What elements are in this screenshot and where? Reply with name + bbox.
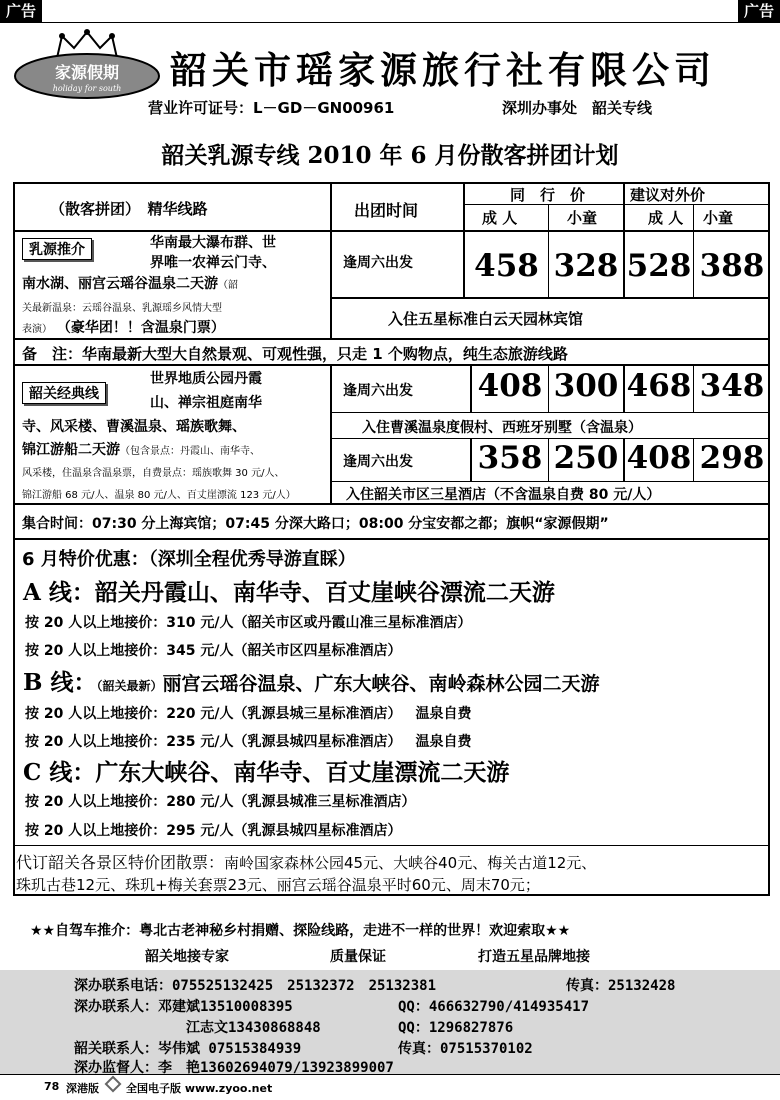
header-suggest-child: 小童 — [703, 209, 734, 227]
gather-times: 集合时间：07:30 分上海宾馆；07:45 分深大路口；08:00 分宝安都之都；旗帜“家源假期” — [22, 516, 609, 532]
route2b-peer-adult-price: 358 — [477, 440, 543, 476]
route1-small2: 关最新温泉：云瑶谷温泉、乳源瑶乡风情大型 — [22, 303, 222, 314]
route2-small1: （包含景点：丹霞山、南华寺、 — [120, 446, 260, 457]
route2-line4-main: 锦江游船二天游 — [22, 442, 120, 458]
person1-line — [74, 996, 293, 1016]
rule — [13, 338, 770, 340]
line-a-rate1: 按 20 人以上地接价：310 元/人（韶关市区或丹霞山准三星标准酒店） — [25, 615, 472, 631]
supervisor: 李 艳13602694079/13923899007 — [158, 1060, 394, 1076]
rule — [330, 481, 770, 482]
route1-peer-child-price: 328 — [553, 248, 619, 284]
route1-peer-adult-price: 458 — [474, 248, 539, 284]
header-peer-adult: 成 人 — [482, 209, 518, 227]
route2-small3: 锦江游船 68 元/人、温泉 80 元/人、百丈崖漂流 123 元/人） — [22, 490, 296, 501]
footer-rule — [0, 1074, 780, 1075]
route1-small3: 表演） — [22, 324, 52, 335]
rule — [13, 364, 770, 366]
route2-line4 — [22, 439, 260, 459]
rule — [13, 230, 770, 232]
line-a-rate2: 按 20 人以上地接价：345 元/人（韶关市区四星标准酒店） — [25, 643, 402, 659]
diamond-icon — [105, 1076, 122, 1093]
route2-depart-a: 逢周六出发 — [343, 383, 413, 399]
line-b-rate2-text: 按 20 人以上地接价：235 元/人（乳源县城四星标准酒店） — [25, 734, 402, 750]
line-b-rate1 — [25, 703, 471, 723]
ad-tag-left: 广告 — [0, 0, 42, 22]
sg-fax-label: 传真： — [398, 1041, 440, 1057]
line-b-prefix: B 线： — [23, 669, 97, 696]
fax-label: 传真： — [566, 978, 608, 994]
tickets-line1 — [16, 850, 596, 873]
logo-text-cn: 家源假期 — [54, 63, 120, 82]
header-peer-price: 同 行 价 — [510, 186, 586, 204]
route2-depart-b: 逢周六出发 — [343, 454, 413, 470]
qq1: QQ：466632790/414935417 — [398, 999, 590, 1015]
route1-suggest-child-price: 388 — [699, 248, 765, 284]
june-offer-title: 6 月特价优惠：（深圳全程优秀导游直睬） — [22, 549, 356, 570]
slogan-2: 质量保证 — [330, 949, 386, 965]
office-info: 深圳办事处 韶关专线 — [502, 99, 653, 117]
person2: 江志文13430868848 — [186, 1020, 321, 1036]
person1: 邓建斌13510008395 — [158, 999, 293, 1015]
remark: 备 注：华南最新大型大自然景观、可观性强，只走 1 个购物点，纯生态旅游线路 — [22, 345, 568, 363]
rule — [330, 182, 332, 338]
page-number: 78 — [44, 1080, 60, 1093]
sg-fax-line — [398, 1038, 533, 1058]
header-route: （散客拼团） 精华线路 — [50, 200, 208, 218]
route2a-suggest-adult-price: 468 — [626, 368, 692, 404]
phone-numbers: 075525132425 25132372 25132381 — [172, 978, 437, 994]
rule — [13, 845, 770, 846]
rule — [330, 364, 332, 503]
phone-label: 深办联系电话： — [74, 978, 172, 994]
logo-text-en: holiday for south — [52, 84, 122, 93]
top-rule — [0, 22, 780, 23]
rule — [330, 297, 770, 299]
route1-suggest-adult-price: 528 — [626, 248, 692, 284]
line-c-title: C 线：广东大峡谷、南华寺、百丈崖漂流二天游 — [23, 759, 510, 786]
route2-hotel-a: 入住曹溪温泉度假村、西班牙别墅（含温泉） — [362, 420, 642, 436]
route1-line3 — [22, 273, 238, 293]
fax-line — [566, 975, 675, 995]
line-b-rate1-text: 按 20 人以上地接价：220 元/人（乳源县城三星标准酒店） — [25, 706, 402, 722]
phone-line — [74, 975, 436, 995]
route1-small1: （韶 — [218, 280, 238, 291]
route2b-suggest-child-price: 298 — [699, 440, 765, 476]
route2-line1: 世界地质公园丹霞 — [150, 371, 262, 387]
edition: 深港版 — [66, 1082, 99, 1095]
tickets-label: 代订韶关各景区特价团散票： — [16, 853, 225, 872]
company-logo — [12, 28, 162, 103]
line-b-rate1-note: 温泉自费 — [415, 706, 472, 722]
supervisor-label: 深办监督人： — [74, 1060, 158, 1076]
slogan-3: 打造五星品牌地接 — [478, 949, 590, 965]
company-name: 韶关市瑶家源旅行社有限公司 — [170, 48, 716, 92]
route1-hotel: 入住五星标准白云天园林宾馆 — [388, 310, 584, 328]
license-number: 营业许可证号：L－GD－GN00961 — [148, 99, 395, 117]
route2-hotel-b: 入住韶关市区三星酒店（不含温泉自费 80 元/人） — [346, 487, 661, 503]
line-b-rest: 丽宫云瑶谷温泉、广东大峡谷、南岭森林公园二天游 — [162, 673, 600, 695]
person-label: 深办联系人： — [74, 999, 158, 1015]
route2-tag-label: 韶关经典线 — [22, 382, 106, 404]
slogan-1: 韶关地接专家 — [145, 949, 229, 965]
qq2: QQ：1296827876 — [398, 1020, 514, 1036]
page-footer — [0, 1074, 780, 1100]
fax-number: 25132428 — [608, 978, 676, 994]
self-drive-promo: ★★自驾车推介：粤北古老神秘乡村捐赠、探险线路，走进不一样的世界！欢迎索取★★ — [30, 923, 571, 939]
route2a-peer-adult-price: 408 — [477, 368, 543, 404]
line-b-tag: （韶关最新） — [96, 679, 163, 693]
site: 全国电子版 www.zyoo.net — [126, 1082, 273, 1095]
route2-tag — [22, 382, 106, 404]
header-peer-child: 小童 — [567, 209, 598, 227]
tickets-line2: 珠玑古巷12元、珠玑+梅关套票23元、丽宫云瑶谷温泉平时60元、周末70元； — [16, 876, 540, 894]
ad-tag-right: 广告 — [738, 0, 780, 22]
route1-line2: 界唯一农禅云门寺、 — [150, 255, 276, 271]
route1-line3-main: 南水湖、丽宫云瑶谷温泉二天游 — [22, 276, 218, 292]
sg-person-label: 韶关联系人： — [74, 1041, 158, 1057]
route1-line1: 华南最大瀑布群、世 — [150, 235, 276, 251]
route2-small2: 风采楼，住温泉含温泉票，自费景点：瑶族歌舞 30 元/人、 — [22, 468, 285, 479]
header-suggest-adult: 成 人 — [648, 209, 684, 227]
tickets-line1-text: 南岭国家森林公园45元、大峡谷40元、梅关古道12元、 — [224, 854, 597, 872]
line-a-title: A 线：韶关丹霞山、南华寺、百丈崖峡谷漂流二天游 — [23, 579, 555, 606]
sg-person-line — [74, 1038, 301, 1058]
route1-tag-label: 乳源推介 — [22, 238, 92, 260]
route2-line3: 寺、风采楼、曹溪温泉、瑶族歌舞、 — [22, 419, 246, 435]
sg-person: 岑伟斌 07515384939 — [158, 1041, 302, 1057]
header-suggest-price: 建议对外价 — [630, 186, 706, 204]
route1-depart: 逢周六出发 — [343, 255, 413, 271]
route2b-peer-child-price: 250 — [553, 440, 619, 476]
route1-highlight: （豪华团！！含温泉门票） — [56, 320, 225, 336]
route2-line2: 山、禅宗祖庭南华 — [150, 395, 262, 411]
line-b-rate2-note: 温泉自费 — [415, 734, 472, 750]
route2b-suggest-adult-price: 408 — [626, 440, 692, 476]
route2a-suggest-child-price: 348 — [699, 368, 765, 404]
header-depart: 出团时间 — [354, 201, 419, 220]
route2a-peer-child-price: 300 — [553, 368, 619, 404]
line-b-title — [23, 664, 599, 697]
plan-title: 韶关乳源专线 2010 年 6 月份散客拼团计划 — [161, 142, 619, 169]
line-c-rate2: 按 20 人以上地接价：295 元/人（乳源县城四星标准酒店） — [25, 823, 402, 839]
rule — [13, 538, 770, 540]
sg-fax: 07515370102 — [440, 1041, 533, 1057]
rule — [330, 412, 770, 413]
route1-tag — [22, 238, 92, 260]
rule — [330, 438, 770, 439]
line-c-rate1: 按 20 人以上地接价：280 元/人（乳源县城准三星标准酒店） — [25, 794, 416, 810]
line-b-rate2 — [25, 731, 471, 751]
route1-line5 — [22, 317, 225, 337]
